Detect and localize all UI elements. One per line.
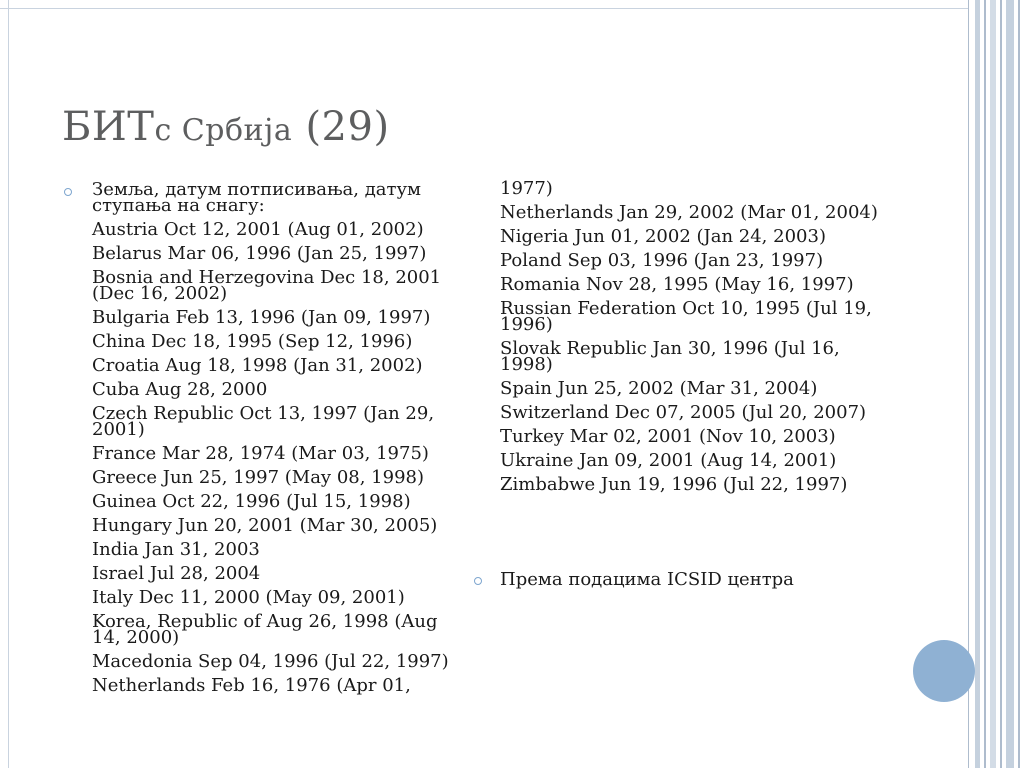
treaty-entry: Slovak Republic Jan 30, 1996 (Jul 16, 1998) — [500, 338, 840, 375]
treaty-entry: Turkey Mar 02, 2001 (Nov 10, 2003) — [500, 426, 836, 447]
frame-left-line — [8, 0, 9, 768]
treaty-entry: Austria Oct 12, 2001 (Aug 01, 2002) — [92, 219, 424, 240]
bit-list-right-column — [500, 178, 880, 501]
bit-list-left-column — [92, 179, 467, 702]
title-rest: с Србија — [154, 113, 293, 148]
title-main: БИТ — [62, 104, 155, 150]
treaty-entry: Ukraine Jan 09, 2001 (Aug 14, 2001) — [500, 450, 837, 471]
bullet-icon — [64, 188, 72, 196]
treaty-list-right — [500, 178, 880, 495]
treaty-entry: Netherlands Jan 29, 2002 (Mar 01, 2004) — [500, 202, 878, 223]
treaty-entry: Switzerland Dec 07, 2005 (Jul 20, 2007) — [500, 402, 867, 423]
right-border-stripe — [984, 0, 986, 768]
treaty-entry: Zimbabwe Jun 19, 1996 (Jul 22, 1997) — [500, 474, 848, 495]
treaty-entry: Hungary Jun 20, 2001 (Mar 30, 2005) — [92, 515, 438, 536]
treaty-entry: Nigeria Jun 01, 2002 (Jan 24, 2003) — [500, 226, 826, 247]
treaty-entry: Netherlands Feb 16, 1976 (Apr 01, — [92, 675, 411, 696]
treaty-entry: Croatia Aug 18, 1998 (Jan 31, 2002) — [92, 355, 423, 376]
treaty-entry: Romania Nov 28, 1995 (May 16, 1997) — [500, 274, 854, 295]
list-intro: Земља, датум потписивања, датум ступања на снагу: — [92, 179, 422, 216]
title-count: (29) — [305, 104, 390, 150]
treaty-entry: China Dec 18, 1995 (Sep 12, 1996) — [92, 331, 413, 352]
treaty-entry: Greece Jun 25, 1997 (May 08, 1998) — [92, 467, 424, 488]
treaty-entry: Czech Republic Oct 13, 1997 (Jan 29, 2001) — [92, 403, 435, 440]
treaty-entry: Russian Federation Oct 10, 1995 (Jul 19, 1996) — [500, 298, 872, 335]
right-border-stripe — [1000, 0, 1002, 768]
treaty-entry: Macedonia Sep 04, 1996 (Jul 22, 1997) — [92, 651, 449, 672]
treaty-entry: Bosnia and Herzegovina Dec 18, 2001 (Dec 16, 2002) — [92, 267, 442, 304]
right-border-stripe — [975, 0, 980, 768]
treaty-entry: Spain Jun 25, 2002 (Mar 31, 2004) — [500, 378, 818, 399]
treaty-entry: Belarus Mar 06, 1996 (Jan 25, 1997) — [92, 243, 427, 264]
right-border-stripe — [1006, 0, 1014, 768]
frame-top-line — [0, 8, 968, 9]
bullet-icon — [474, 577, 482, 585]
treaty-entry: Israel Jul 28, 2004 — [92, 563, 261, 584]
treaty-entry: Cuba Aug 28, 2000 — [92, 379, 268, 400]
treaty-entry: Italy Dec 11, 2000 (May 09, 2001) — [92, 587, 405, 608]
slide-title — [62, 104, 390, 150]
treaty-entry: Guinea Oct 22, 1996 (Jul 15, 1998) — [92, 491, 411, 512]
right-border-stripe — [1018, 0, 1020, 768]
treaty-entry: India Jan 31, 2003 — [92, 539, 260, 560]
decorative-circle — [913, 640, 975, 702]
source-note: Према подацима ICSID центра — [500, 569, 794, 590]
treaty-entry: Poland Sep 03, 1996 (Jan 23, 1997) — [500, 250, 824, 271]
treaty-entry: Korea, Republic of Aug 26, 1998 (Aug 14, 2000) — [92, 611, 438, 648]
treaty-entry: France Mar 28, 1974 (Mar 03, 1975) — [92, 443, 429, 464]
treaty-entry: Bulgaria Feb 13, 1996 (Jan 09, 1997) — [92, 307, 431, 328]
treaty-list-left — [92, 219, 467, 696]
treaty-entry: 1977) — [500, 178, 553, 199]
right-border-stripe — [990, 0, 996, 768]
